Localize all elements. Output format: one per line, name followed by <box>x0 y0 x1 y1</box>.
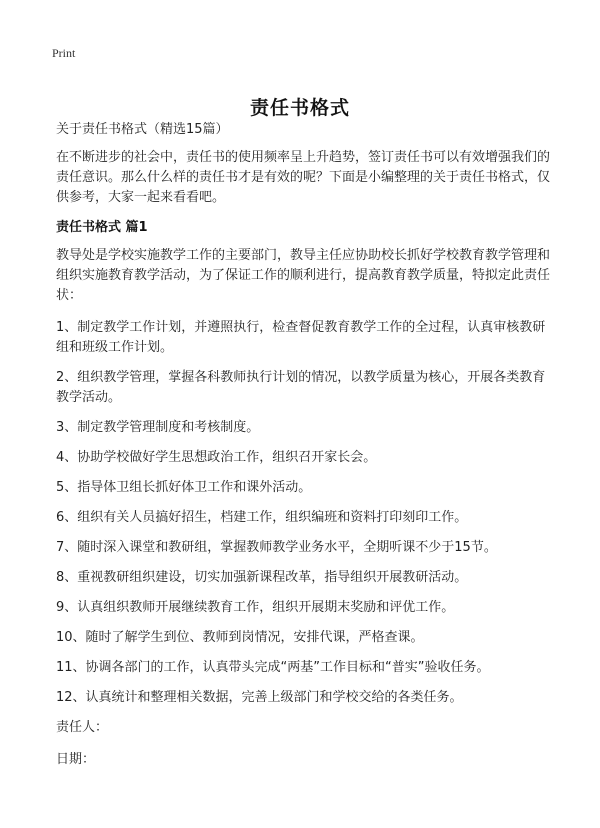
list-item: 9、认真组织教师开展继续教育工作，组织开展期末奖励和评优工作。 <box>56 600 455 615</box>
responsible-person-label: 责任人： <box>56 720 109 735</box>
list-item: 3、制定教学管理制度和考核制度。 <box>56 420 260 435</box>
list-item: 6、组织有关人员搞好招生，档建工作，组织编班和资料打印刻印工作。 <box>56 510 468 525</box>
list-item: 5、指导体卫组长抓好体卫工作和课外活动。 <box>56 480 312 495</box>
intro-paragraph: 在不断进步的社会中，责任书的使用频率呈上升趋势，签订责任书可以有效增强我们的责任意识。那么什么样的责任书才是有效的呢？下面是小编整理的关于责任书格式，仅供参考，大家一起来看看吧。 <box>56 150 551 205</box>
list-item: 7、随时深入课堂和教研组，掌握教师教学业务水平，全期听课不少于15节。 <box>56 540 497 555</box>
list-item: 1、制定教学工作计划，并遵照执行，检查督促教育教学工作的全过程，认真审核教研组和班级工作计划。 <box>56 320 546 355</box>
document-subtitle: 关于责任书格式（精选15篇） <box>56 122 229 137</box>
section-intro-paragraph: 教导处是学校实施教学工作的主要部门，教导主任应协助校长抓好学校教育教学管理和组织实施教育教学活动，为了保证工作的顺利进行，提高教育教学质量，特拟定此责任状： <box>56 248 551 303</box>
list-item: 12、认真统计和整理相关数据，完善上级部门和学校交给的各类任务。 <box>56 690 463 705</box>
section-heading: 责任书格式 篇1 <box>56 220 148 235</box>
list-item: 8、重视教研组织建设，切实加强新课程改革，指导组织开展教研活动。 <box>56 570 468 585</box>
document-title: 责任书格式 <box>249 96 350 119</box>
list-item: 11、协调各部门的工作，认真带头完成“两基”工作目标和“普实”验收任务。 <box>56 660 490 675</box>
document-body <box>56 120 556 782</box>
list-item: 4、协助学校做好学生思想政治工作，组织召开家长会。 <box>56 450 377 465</box>
date-label: 日期： <box>56 752 96 767</box>
list-item: 10、随时了解学生到位、教师到岗情况，安排代课，严格查课。 <box>56 630 424 645</box>
list-item: 2、组织教学管理，掌握各科教师执行计划的情况，以教学质量为核心，开展各类教育教学活动。 <box>56 370 546 405</box>
print-link[interactable]: Print <box>52 46 76 60</box>
